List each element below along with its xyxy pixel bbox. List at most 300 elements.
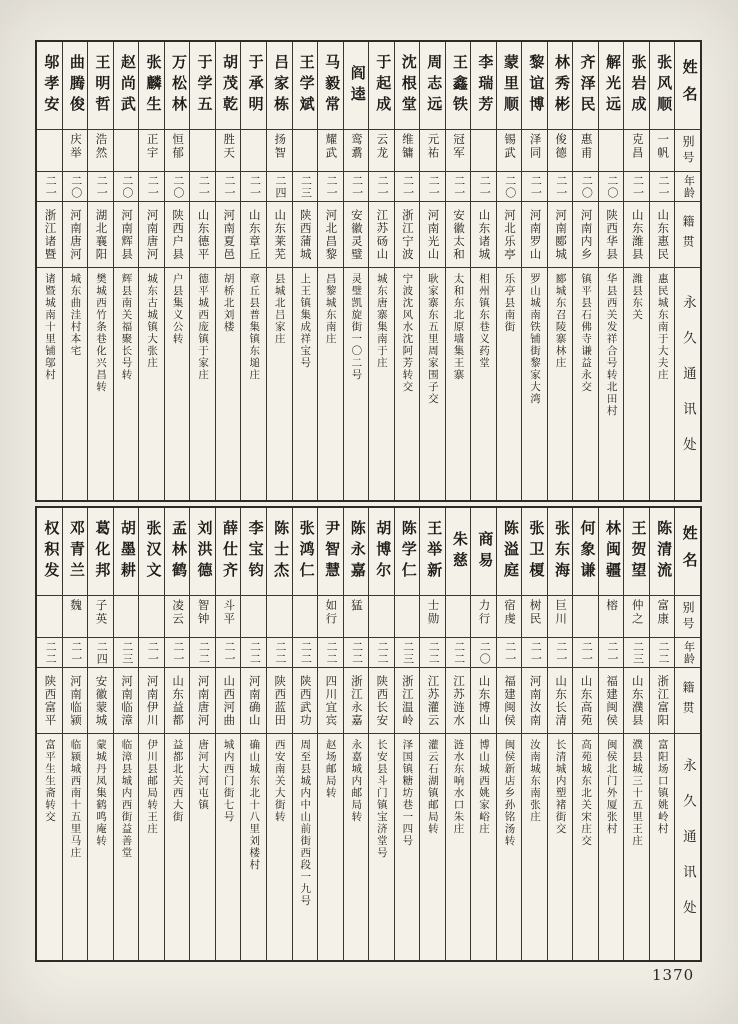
person-address: 永嘉城内邮局转 [350,739,362,823]
person-native-place: 河北昌黎 [324,208,337,261]
person-native-place: 河南夏邑 [222,208,235,261]
person-name: 张风顺 [655,54,672,117]
person-address-cell [548,734,573,960]
entry-column [419,42,445,500]
person-native-cell [395,668,420,734]
person-native-cell [471,668,496,734]
person-address: 长清城内塑褚街交 [554,739,566,835]
person-native-cell [420,202,445,268]
person-alias: 力行 [477,599,490,626]
person-age-cell [190,172,215,202]
person-age: 二一 [376,174,389,199]
person-native-place: 河南临漳 [120,674,133,727]
entry-column [470,42,496,500]
person-name-cell [63,508,88,596]
person-name: 胡博尔 [374,520,391,583]
person-alias: 耀武 [324,133,337,160]
person-name: 于承明 [246,54,263,117]
person-name-cell [114,508,139,596]
entry-column [62,508,88,960]
person-name-cell [471,42,496,130]
entry-column [215,42,241,500]
person-name-cell [114,42,139,130]
person-age: 二二 [427,640,440,665]
person-alias-cell [37,596,62,638]
person-name-cell [165,508,190,596]
entry-column [623,508,649,960]
person-native-cell [599,202,624,268]
person-age: 二一 [222,640,235,665]
entry-column [598,42,624,500]
person-age-cell [165,172,190,202]
person-native-place: 陕西蓝田 [273,674,286,727]
entry-column [598,508,624,960]
person-address: 章丘县普集镇东塠庄 [248,273,260,381]
header-alias [675,130,700,172]
person-name-cell [573,42,598,130]
person-alias-cell [471,130,496,172]
person-name-cell [522,42,547,130]
person-name-cell [88,508,113,596]
person-native-place: 山东章丘 [247,208,260,261]
person-age-cell [650,172,675,202]
person-address: 博山城西姚家峪庄 [477,739,489,835]
entry-column [368,42,394,500]
entry-column [317,508,343,960]
person-native-place: 山东濮县 [630,674,643,727]
person-age-cell [548,638,573,668]
person-native-place: 江苏涟水 [451,674,464,727]
person-name-cell [216,508,241,596]
person-age: 二一 [197,174,210,199]
person-alias-cell [471,596,496,638]
person-native-cell [241,668,266,734]
person-age-cell [573,172,598,202]
person-age-cell [139,638,164,668]
person-name: 陈学仁 [399,520,416,583]
person-alias: 树民 [528,599,541,626]
person-address: 上王镇集成祥宝号 [299,273,311,369]
person-name-cell [344,42,369,130]
person-native-place: 浙江宁波 [400,208,413,261]
person-age-cell [599,172,624,202]
directory-table-top [35,40,702,502]
header-alias-label: 别号 [681,134,696,167]
person-name-cell [369,508,394,596]
person-address-cell [241,734,266,960]
person-address: 宁波沈风水沈阿芳转交 [401,273,413,393]
header-age-label: 年龄 [682,640,695,665]
entry-column [394,508,420,960]
person-address: 樊城西竹条巷化兴昌转 [95,273,107,393]
person-alias-cell [216,596,241,638]
entry-column [62,42,88,500]
person-native-cell [139,202,164,268]
person-name: 李宝钧 [246,520,263,583]
person-native-place: 陕西蒲城 [298,208,311,261]
person-native-place: 浙江富阳 [656,674,669,727]
person-native-cell [216,202,241,268]
entry-column [572,508,598,960]
entry-column [317,42,343,500]
person-age: 二一 [656,174,669,199]
entry-column [547,42,573,500]
person-age-cell [471,172,496,202]
person-name: 张东海 [552,520,569,583]
entry-column [496,42,522,500]
person-alias-cell [522,596,547,638]
header-name [675,42,700,130]
person-alias: 富康 [656,599,669,626]
person-age-cell [369,638,394,668]
person-native-cell [573,668,598,734]
entry-column [164,42,190,500]
person-address-cell [114,268,139,500]
person-name: 阎逵 [348,64,365,107]
person-native-cell [267,668,292,734]
person-address-cell [165,734,190,960]
person-age: 二一 [69,640,82,665]
person-alias-cell [318,596,343,638]
person-native-place: 四川宜宾 [324,674,337,727]
person-address: 益都北关西大街 [171,739,183,823]
person-native-place: 河南确山 [247,674,260,727]
person-address: 户县集义公转 [171,273,183,345]
person-alias-cell [267,130,292,172]
person-native-cell [344,202,369,268]
person-address-cell [114,734,139,960]
person-age: 二一 [631,174,644,199]
header-alias [675,596,700,638]
person-native-cell [369,202,394,268]
person-native-place: 山东长清 [554,674,567,727]
person-alias-cell [497,130,522,172]
person-address-cell [293,268,318,500]
person-alias-cell [650,596,675,638]
page-number: 1370 [652,966,695,984]
person-native-cell [522,202,547,268]
person-alias: 士勋 [426,599,439,626]
person-address: 胡桥北刘楼 [222,273,234,333]
person-address-cell [446,734,471,960]
person-address-cell [369,734,394,960]
person-name-cell [63,42,88,130]
person-alias-cell [446,130,471,172]
person-address-cell [369,268,394,500]
person-name: 王贺望 [629,520,646,583]
person-age-cell [88,638,113,668]
person-address-cell [318,268,343,500]
person-native-place: 陕西华县 [605,208,618,261]
person-native-cell [190,202,215,268]
person-native-cell [624,668,649,734]
person-address: 城东曲洼村本宅 [69,273,81,357]
person-native-cell [395,202,420,268]
header-address-label: 永久通讯处 [680,758,696,936]
person-name: 蒙里顺 [501,54,518,117]
person-name: 赵尚武 [118,54,135,117]
person-address: 唐河大河屯镇 [197,739,209,811]
person-address-cell [650,734,675,960]
person-native-cell [293,668,318,734]
person-name-cell [241,508,266,596]
person-address: 德平城西庞镇于家庄 [197,273,209,381]
person-native-place: 河南唐河 [196,674,209,727]
person-alias: 斗平 [222,599,235,626]
person-address: 西安南关大街转 [273,739,285,823]
person-native-place: 浙江永嘉 [349,674,362,727]
person-native-place: 湖北襄阳 [94,208,107,261]
person-address-cell [88,268,113,500]
person-address-cell [548,268,573,500]
person-address-cell [471,734,496,960]
entry-column [572,42,598,500]
person-alias-cell [190,596,215,638]
person-age-cell [624,638,649,668]
person-native-place: 河南伊川 [145,674,158,727]
person-age: 二一 [529,640,542,665]
person-name: 张卫榎 [527,520,544,583]
person-name-cell [548,508,573,596]
person-native-place: 山东博山 [477,674,490,727]
person-alias-cell [548,596,573,638]
person-name: 马毅常 [323,54,340,117]
person-alias-cell [165,596,190,638]
entry-column [649,42,675,500]
person-age: 二一 [452,174,465,199]
person-name: 孟林鹤 [169,520,186,583]
person-address: 耿家寨东五里周家围子交 [426,273,438,405]
header-address-label: 永久通讯处 [680,295,696,473]
person-name-cell [650,42,675,130]
entry-column [240,42,266,500]
person-name: 葛化邦 [93,520,110,583]
person-name: 张鸿仁 [297,520,314,583]
entry-column [164,508,190,960]
person-native-place: 福建闽侯 [503,674,516,727]
person-name-cell [139,42,164,130]
person-age: 二二 [274,640,286,665]
person-name-cell [37,42,62,130]
person-address: 泽国镇糖坊巷一四号 [401,739,413,847]
person-name-cell [88,42,113,130]
person-address: 涟水东响水口朱庄 [452,739,464,835]
header-permanent-address [675,734,700,960]
person-address-cell [395,268,420,500]
person-address: 镇平县石佛寺谦益永交 [580,273,592,393]
person-native-place: 山东潍县 [630,208,643,261]
person-age: 二三 [401,640,414,665]
person-name-cell [267,42,292,130]
person-address: 相州镇东巷义药堂 [477,273,489,369]
person-age-cell [37,638,62,668]
person-alias: 宿虔 [503,599,516,626]
person-address: 确山城东北十八里刘楼村 [248,739,260,871]
person-age-cell [471,638,496,668]
person-name: 邬孝安 [42,54,59,117]
person-native-cell [139,668,164,734]
header-age [675,172,700,202]
entry-column [189,508,215,960]
person-age-cell [395,638,420,668]
person-native-cell [369,668,394,734]
person-native-place: 河北乐亭 [503,208,516,261]
person-native-place: 河南罗山 [528,208,541,261]
person-native-place: 河南辉县 [120,208,133,261]
person-name: 齐泽民 [578,54,595,117]
person-native-place: 河南光山 [426,208,439,261]
person-native-place: 安徽太和 [451,208,464,261]
person-name-cell [497,42,522,130]
header-column [674,508,700,960]
person-address-cell [88,734,113,960]
person-alias-cell [114,596,139,638]
person-address-cell [190,268,215,500]
person-name-cell [395,508,420,596]
person-alias: 扬智 [273,133,286,160]
person-name-cell [344,508,369,596]
entry-column [521,42,547,500]
person-address-cell [216,734,241,960]
person-name-cell [497,508,522,596]
person-name: 于学五 [195,54,212,117]
person-name-cell [624,508,649,596]
person-alias-cell [522,130,547,172]
entry-column [547,508,573,960]
person-alias: 巨川 [554,599,567,626]
person-address-cell [37,734,62,960]
person-address: 城内西门街七号 [222,739,234,823]
person-age-cell [650,638,675,668]
person-age: 二一 [503,640,516,665]
person-address-cell [497,734,522,960]
person-alias-cell [114,130,139,172]
entry-column [368,508,394,960]
person-native-cell [446,202,471,268]
person-address-cell [420,268,445,500]
person-alias: 一帆 [656,133,669,160]
entry-column [470,508,496,960]
person-age-cell [37,172,62,202]
person-name-cell [190,508,215,596]
person-age-cell [344,172,369,202]
entry-column [189,42,215,500]
person-native-cell [497,668,522,734]
person-address-cell [599,268,624,500]
person-age: 二一 [248,174,261,199]
person-address: 诸暨城南十里铺邬村 [43,273,55,381]
person-name: 陈永嘉 [348,520,365,583]
person-native-place: 山东德平 [196,208,209,261]
person-age: 二三 [631,640,644,665]
person-age: 二〇 [478,640,491,665]
person-native-place: 山东高苑 [579,674,592,727]
person-address-cell [344,268,369,500]
person-native-cell [293,202,318,268]
person-age: 二〇 [171,174,184,199]
person-age-cell [267,172,292,202]
person-name: 陈溢庭 [501,520,518,583]
person-age-cell [420,638,445,668]
person-name-cell [395,42,420,130]
person-name-cell [241,42,266,130]
person-native-cell [548,668,573,734]
person-native-cell [573,202,598,268]
person-age-cell [216,638,241,668]
person-native-place: 陕西户县 [171,208,184,261]
person-alias-cell [446,596,471,638]
person-address: 闽侯新店乡孙铭汤转 [503,739,515,847]
person-address-cell [190,734,215,960]
person-age: 二二 [656,640,669,665]
person-alias: 浩然 [94,133,107,160]
person-alias-cell [650,130,675,172]
person-alias: 恒郁 [171,133,184,160]
person-age-cell [139,172,164,202]
person-age-cell [88,172,113,202]
person-native-place: 浙江温岭 [400,674,413,727]
person-address: 临颍城西南十五里马庄 [69,739,81,859]
person-age-cell [165,638,190,668]
person-native-place: 河南汝南 [528,674,541,727]
person-age-cell [599,638,624,668]
person-alias-cell [548,130,573,172]
person-name: 王明哲 [93,54,110,117]
person-alias-cell [318,130,343,172]
person-native-cell [650,668,675,734]
person-alias-cell [293,130,318,172]
person-name: 邓青兰 [67,520,84,583]
person-name: 陈清流 [655,520,672,583]
person-age-cell [114,172,139,202]
person-address-cell [139,734,164,960]
person-alias-cell [369,596,394,638]
entry-column [419,508,445,960]
person-alias-cell [369,130,394,172]
header-name-label: 姓名 [680,58,697,113]
person-age-cell [522,172,547,202]
person-name: 李瑞芳 [476,54,493,117]
person-age-cell [63,172,88,202]
person-native-cell [522,668,547,734]
person-age-cell [318,638,343,668]
person-native-cell [267,202,292,268]
person-alias: 如行 [324,599,337,626]
person-name: 权积发 [42,520,59,583]
person-native-cell [165,202,190,268]
person-native-cell [114,668,139,734]
person-name-cell [190,42,215,130]
person-address: 华县西关发祥合号转北田村 [605,273,617,417]
person-alias: 正宇 [145,133,158,160]
person-address: 临漳县城内西街益善堂 [120,739,132,859]
person-alias-cell [395,130,420,172]
person-address: 灌云石湖镇邮局转 [426,739,438,835]
person-native-place: 河南内乡 [579,208,592,261]
person-age: 二一 [146,640,159,665]
person-native-place: 陕西长安 [375,674,388,727]
person-age-cell [293,638,318,668]
person-alias: 子英 [94,599,107,626]
person-native-place: 福建闽侯 [605,674,618,727]
entry-column [649,508,675,960]
person-name: 周志远 [425,54,442,117]
entry-column [113,42,139,500]
person-age-cell [344,638,369,668]
person-age-cell [190,638,215,668]
person-alias: 榕 [605,599,618,613]
person-name: 曲腾俊 [67,54,84,117]
